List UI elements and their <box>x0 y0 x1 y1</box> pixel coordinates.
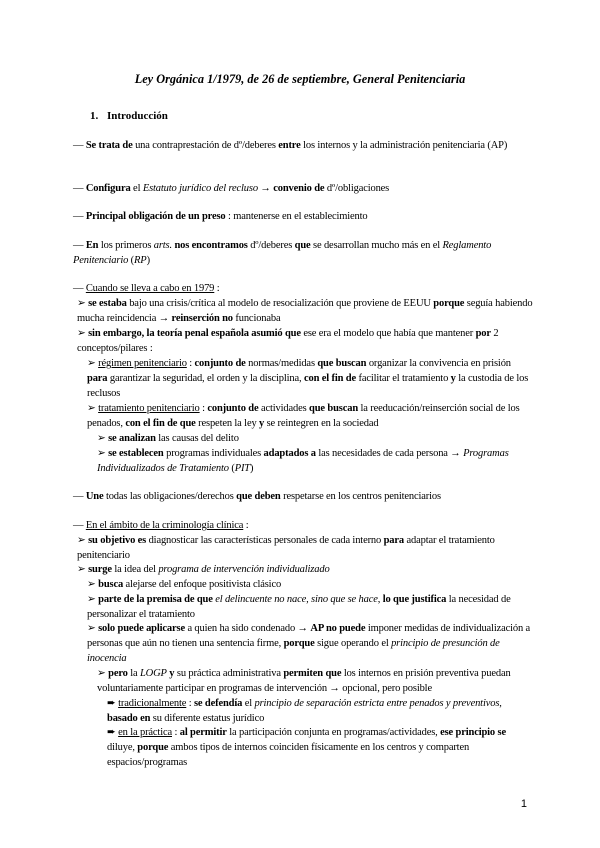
text-run: régimen penitenciario <box>98 358 187 369</box>
text-run: entre <box>278 140 301 151</box>
text-run: se desarrollan mucho más en el <box>310 240 443 251</box>
text-run: tradicionalmente <box>118 698 187 709</box>
text-run: actividades <box>258 403 310 414</box>
text-run: que buscan <box>309 403 359 414</box>
text-run: surge <box>88 564 112 575</box>
text-run: adaptar el tratamiento penitenciario <box>77 535 495 561</box>
text-run: los primeros <box>98 240 154 251</box>
text-run: ( <box>128 255 135 266</box>
text-run: se establecen <box>108 448 164 459</box>
paragraph-p16 <box>87 577 533 592</box>
text-run: por <box>475 328 491 339</box>
text-run: : <box>186 698 194 709</box>
text-run: adaptados a <box>263 448 316 459</box>
text-run: sigue operando el <box>314 638 392 649</box>
text-run: dº/obligaciones <box>324 183 390 194</box>
text-run: AP no puede <box>310 623 366 634</box>
text-run: — <box>73 491 86 502</box>
text-run: ➢ <box>97 448 109 459</box>
text-run: ➨ <box>107 698 119 709</box>
text-run: que <box>294 240 311 251</box>
paragraph-p3 <box>73 209 533 224</box>
text-run: ese principio se <box>440 727 506 738</box>
text-run: el <box>242 698 255 709</box>
text-run: LOGP <box>139 668 167 679</box>
text-run: ) <box>146 255 150 266</box>
paragraph-p10 <box>97 431 533 446</box>
text-run: conjunto de <box>194 358 246 369</box>
text-run: : <box>172 727 180 738</box>
text-run: en la práctica <box>118 727 172 738</box>
text-run: Estatuto jurídico del recluso <box>142 183 258 194</box>
text-run: solo puede aplicarse <box>98 623 185 634</box>
text-run: tratamiento penitenciario <box>98 403 200 414</box>
paragraph-p1 <box>73 138 533 153</box>
text-run: — <box>73 240 86 251</box>
text-run: parte de la premisa de que <box>98 594 213 605</box>
text-run: para <box>383 535 405 546</box>
text-run: basado en <box>107 713 151 724</box>
text-run: se defendía <box>194 698 243 709</box>
paragraph-p13 <box>73 518 533 533</box>
text-run: — <box>73 183 86 194</box>
document-title: Ley Orgánica 1/1979, de 26 de septiembre, General Penitenciaria <box>134 72 466 86</box>
text-run: ➨ <box>107 727 119 738</box>
text-run: facilitar el tratamiento <box>356 373 451 384</box>
text-run: nos encontramos <box>174 240 248 251</box>
text-run: busca <box>98 579 124 590</box>
text-run: respetarse en los centros penitenciarios <box>280 491 441 502</box>
text-run: convenio de <box>273 183 325 194</box>
page-number: 1 <box>520 798 527 810</box>
text-run: : <box>214 283 220 294</box>
text-run: diluye, <box>107 742 138 753</box>
text-run: Principal obligación de un preso <box>85 211 226 222</box>
text-run: al permitir <box>179 727 227 738</box>
text-run: a quien ha sido condenado → <box>184 623 311 634</box>
text-run: Reglamento Penitenciario <box>73 240 492 266</box>
section-heading <box>90 110 168 122</box>
text-run: ➢ <box>87 358 99 369</box>
text-run: ➢ <box>97 433 109 444</box>
text-run: y <box>450 373 456 384</box>
text-run: ➢ <box>77 298 89 309</box>
text-run: En <box>85 240 99 251</box>
text-run: funcionaba <box>232 313 281 324</box>
text-run: el delincuente no nace, sino que se hace <box>215 594 378 605</box>
paragraph-p19 <box>97 666 533 696</box>
text-run: conjunto de <box>207 403 259 414</box>
text-run: programa de intervención individualizado <box>158 564 330 575</box>
text-run: programas individuales <box>163 448 264 459</box>
text-run: los internos y la administración penitenciaria (AP) <box>300 140 508 151</box>
text-run: ➢ <box>77 535 89 546</box>
text-run: — <box>73 140 86 151</box>
paragraph-p21 <box>107 725 533 770</box>
text-run: ese era el modelo que había que mantener <box>300 328 476 339</box>
text-run: ➢ <box>87 403 99 414</box>
text-run: respeten la ley <box>195 418 260 429</box>
text-run: ( <box>228 463 235 474</box>
paragraph-p6 <box>77 296 533 326</box>
text-run: Une <box>85 491 104 502</box>
text-run: En el ámbito de la criminología clínica <box>85 520 244 531</box>
text-run: ➢ <box>87 594 99 605</box>
text-run: las causas del delito <box>155 433 239 444</box>
text-run: : <box>243 520 249 531</box>
text-run: ambos tipos de internos coinciden físicamente en los centros y comparten espacios/programas <box>107 742 470 768</box>
text-run: la custodia de los reclusos <box>87 373 529 399</box>
text-run: dº/deberes <box>247 240 295 251</box>
text-run: se reintegren en la sociedad <box>264 418 379 429</box>
text-run: se estaba <box>88 298 127 309</box>
text-run: reinserción no <box>171 313 233 324</box>
text-run: se analizan <box>108 433 156 444</box>
text-run: ➢ <box>87 623 99 634</box>
text-run: todas las obligaciones/derechos <box>103 491 237 502</box>
text-run: 2 conceptos/pilares : <box>77 328 499 354</box>
text-run: bajo una crisis/crítica al modelo de resocialización que proviene de EEUU <box>126 298 434 309</box>
paragraph-p8 <box>87 356 533 401</box>
text-run: ➢ <box>97 668 109 679</box>
paragraph-p9 <box>87 401 533 431</box>
text-run: Cuando se lleva a cabo en 1979 <box>85 283 215 294</box>
text-run: organizar la convivencia en prisión <box>366 358 511 369</box>
paragraph-p14 <box>77 533 533 563</box>
text-run: con el fin de que <box>125 418 196 429</box>
text-run: , <box>377 594 383 605</box>
text-run: la necesidad de personalizar el tratamiento <box>87 594 511 620</box>
text-run: su objetivo es <box>88 535 147 546</box>
text-run: ➢ <box>87 579 99 590</box>
text-run: que deben <box>236 491 281 502</box>
text-run: su práctica administrativa <box>174 668 284 679</box>
text-run: que buscan <box>317 358 367 369</box>
text-run: sin embargo, la teoría penal española asumió que <box>88 328 301 339</box>
text-run: y <box>169 668 175 679</box>
text-run: arts. <box>153 240 172 251</box>
text-run: permiten que <box>283 668 342 679</box>
paragraph-p7 <box>77 326 533 356</box>
text-run: porque <box>137 742 169 753</box>
text-run: ➢ <box>77 328 89 339</box>
text-run: : <box>199 403 208 414</box>
text-run: imponer medidas de individualización a personas que aún no tienen una sentencia firme, <box>87 623 531 649</box>
paragraph-p18 <box>87 621 533 666</box>
text-run: lo que justifica <box>382 594 447 605</box>
paragraph-p12 <box>73 489 533 504</box>
text-run: su diferente estatus jurídico <box>150 713 265 724</box>
text-run: → <box>257 183 274 194</box>
paragraph-p5 <box>73 281 533 296</box>
text-run: : mantenerse en el establecimiento <box>225 211 368 222</box>
text-run: porque <box>283 638 315 649</box>
paragraph-p15 <box>77 562 533 577</box>
text-run: para <box>87 373 108 384</box>
text-run: ) <box>250 463 254 474</box>
text-run: la <box>127 668 140 679</box>
text-run: las necesidades de cada persona → <box>315 448 464 459</box>
section-number: 1. <box>90 110 99 122</box>
text-run: la reeducación/reinserción social de los penados, <box>87 403 520 429</box>
text-run: principio de separación estricta entre penados y preventivos <box>254 698 500 709</box>
text-run: Programas Individualizados de Tratamiento <box>97 448 509 474</box>
text-run: — <box>73 211 86 222</box>
text-run: la idea del <box>111 564 159 575</box>
text-run: diagnosticar las características personales de cada interno <box>146 535 384 546</box>
text-run: el <box>130 183 143 194</box>
text-run: , <box>499 698 502 709</box>
text-run: — <box>73 283 86 294</box>
text-run: con el fin de <box>304 373 357 384</box>
text-run: — <box>73 520 86 531</box>
paragraph-p2 <box>73 181 533 196</box>
text-run: ➢ <box>77 564 89 575</box>
text-run: los internos en prisión preventiva puedan voluntariamente participar en programas de intervención → opcional, pero posible <box>97 668 511 694</box>
text-run: RP <box>134 255 147 266</box>
text-run: garantizar la seguridad, el orden y la disciplina, <box>107 373 304 384</box>
text-run: una contraprestación de dº/deberes <box>132 140 279 151</box>
text-run: principio de presunción de inocencia <box>87 638 500 664</box>
text-run: y <box>259 418 265 429</box>
text-run: PIT <box>234 463 250 474</box>
text-run: normas/medidas <box>245 358 318 369</box>
paragraph-p4 <box>73 238 533 268</box>
text-run: seguía habiendo mucha reincidencia → <box>77 298 533 324</box>
text-run: Se trata de <box>85 140 133 151</box>
paragraph-p17 <box>87 592 533 622</box>
text-run: : <box>186 358 195 369</box>
text-run: porque <box>433 298 465 309</box>
text-run: alejarse del enfoque positivista clásico <box>123 579 282 590</box>
section-label: Introducción <box>107 110 168 122</box>
text-run: la participación conjunta en programas/actividades, <box>226 727 441 738</box>
paragraph-p11 <box>97 446 533 476</box>
paragraph-p20 <box>107 696 533 726</box>
text-run: pero <box>108 668 128 679</box>
text-run: Configura <box>85 183 131 194</box>
